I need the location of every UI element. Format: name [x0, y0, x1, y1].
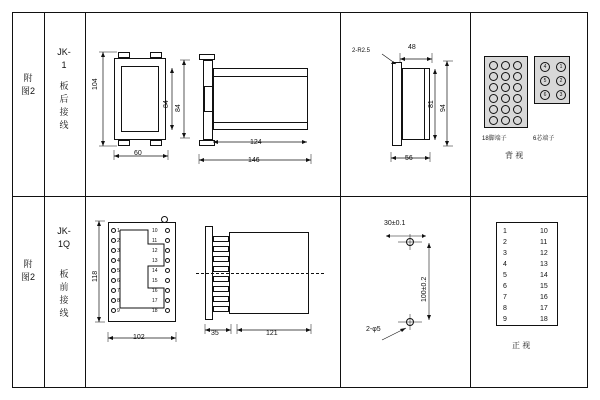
r2-lterm-2: [111, 238, 116, 243]
r2-side-fin-2: [213, 246, 229, 252]
r1-cutout-plate: [392, 62, 402, 146]
r2-panel-right-15: 15: [540, 283, 548, 290]
r2-lterm-5: [111, 268, 116, 273]
r2-rterm-14: [165, 268, 170, 273]
r2-side-centerline: [196, 273, 324, 274]
r2-rterm-label-15: 15: [152, 278, 158, 284]
r2-dim-102-text: 102: [133, 334, 145, 341]
r1-side-detail-1: [213, 76, 308, 77]
r1-dim-104: [95, 50, 119, 150]
r1-term-4: [489, 72, 498, 81]
r1-term-18: [513, 116, 522, 125]
r1-term-7: [489, 83, 498, 92]
r2-panel-right-10: 10: [540, 228, 548, 235]
r2-lterm-3: [111, 248, 116, 253]
r1-dim-56-text: 56: [405, 155, 413, 162]
r1-front-window: [121, 66, 159, 132]
r1-term-6: [513, 72, 522, 81]
r2-panel-right-16: 16: [540, 294, 548, 301]
r1-side-detail-2: [213, 122, 308, 123]
r1-front-lug-bl: [118, 140, 130, 146]
r2-rterm-label-10: 10: [152, 228, 158, 234]
row1-figure-label: 附图2: [21, 73, 36, 96]
row2-figure-label: 附图2: [21, 259, 36, 282]
r2-lterm-label-8: 8: [117, 298, 120, 304]
r2-lterm-label-4: 4: [117, 258, 120, 264]
r2-caption-frontview: 正 视: [512, 341, 531, 350]
r1-dim-104-text: 104: [92, 78, 99, 90]
r1-term6-label-6: 6: [543, 92, 547, 98]
r1-dim-81-text: 81: [428, 100, 435, 108]
r1-caption-18pin: 18脚端子: [482, 136, 507, 142]
r2-side-fin-1: [213, 236, 229, 242]
r1-term-10: [489, 94, 498, 103]
r2-panel-left-8: 8: [503, 305, 507, 312]
r2-panel-right-12: 12: [540, 250, 548, 257]
r1-term6-label-1: 1: [559, 64, 563, 70]
r1-dim-84b-text: 84: [175, 104, 182, 112]
r2-rterm-18: [165, 308, 170, 313]
r1-dim-60-text: 60: [134, 150, 142, 157]
r2-dim-121-text: 121: [266, 330, 278, 337]
r2-rterm-label-16: 16: [152, 288, 158, 294]
r1-term6-label-4: 4: [543, 64, 547, 70]
r2-rterm-label-14: 14: [152, 268, 158, 274]
r2-panel-left-4: 4: [503, 261, 507, 268]
r2-rterm-15: [165, 278, 170, 283]
r1-term-1: [489, 61, 498, 70]
r2-dim-35: [201, 322, 237, 336]
r2-dim-100-text: 100±0.2: [421, 276, 428, 302]
r2-dim-35-text: 35: [211, 330, 219, 337]
r2-dim-30-text: 30±0.1: [384, 220, 406, 227]
r1-term-15: [513, 105, 522, 114]
r1-term6-label-5: 5: [543, 78, 547, 84]
r1-front-lug-br: [150, 140, 162, 146]
r2-dim-118-text: 118: [92, 270, 99, 282]
r2-panel-right-18: 18: [540, 316, 548, 323]
r2-side-fin-5: [213, 276, 229, 282]
r1-term6-label-3: 3: [559, 92, 563, 98]
r2-lterm-label-5: 5: [117, 268, 120, 274]
r2-rterm-label-12: 12: [152, 248, 158, 254]
r2-panel-left-1: 1: [503, 228, 507, 235]
r1-dim-60: [110, 148, 174, 162]
r1-term-13: [489, 105, 498, 114]
r2-lterm-1: [111, 228, 116, 233]
r2-panel-right-13: 13: [540, 261, 548, 268]
r2-mount-hole-top: [161, 216, 168, 223]
r1-term6-label-2: 2: [559, 78, 563, 84]
r2-rterm-label-17: 17: [152, 298, 158, 304]
r1-dim-48: [398, 50, 438, 64]
r1-side-rear-step: [204, 86, 213, 112]
r2-lterm-8: [111, 298, 116, 303]
r1-term-5: [501, 72, 510, 81]
r2-lterm-label-3: 3: [117, 248, 120, 254]
grid-vline-3: [340, 12, 341, 388]
r2-panel-right-11: 11: [540, 239, 548, 246]
r2-lterm-label-7: 7: [117, 288, 120, 294]
r2-rterm-17: [165, 298, 170, 303]
r2-rterm-11: [165, 238, 170, 243]
r1-term-16: [489, 116, 498, 125]
r2-lterm-9: [111, 308, 116, 313]
r1-caption-rearview: 背 视: [505, 151, 524, 160]
grid-vline-2: [85, 12, 86, 388]
r2-side-fin-4: [213, 266, 229, 272]
r2-panel-right-14: 14: [540, 272, 548, 279]
r2-label-phi5: 2-φ5: [366, 326, 381, 333]
r1-front-lug-left: [118, 52, 130, 58]
r2-lterm-label-2: 2: [117, 238, 120, 244]
grid-vline-4: [470, 12, 471, 388]
r1-term-14: [501, 105, 510, 114]
r1-caption-6pin: 6芯端子: [533, 136, 555, 142]
r2-rterm-10: [165, 228, 170, 233]
r2-panel-right-17: 17: [540, 305, 548, 312]
r2-side-fin-7: [213, 296, 229, 302]
r2-rterm-12: [165, 248, 170, 253]
grid-vline-1: [44, 12, 45, 388]
r1-cutout-inner-line: [424, 68, 425, 140]
r2-lterm-4: [111, 258, 116, 263]
r1-term-8: [501, 83, 510, 92]
r1-dim-124-text: 124: [250, 139, 262, 146]
r1-dim-94-text: 94: [440, 104, 447, 112]
r1-term-11: [501, 94, 510, 103]
r2-side-fin-8: [213, 306, 229, 312]
r2-panel-left-7: 7: [503, 294, 507, 301]
r1-cutout-body: [402, 68, 430, 140]
r2-rterm-16: [165, 288, 170, 293]
r1-dim-146-text: 146: [248, 157, 260, 164]
r1-label-r25: 2-R2.5: [352, 48, 371, 54]
r1-front-lug-right: [150, 52, 162, 58]
r1-term-3: [513, 61, 522, 70]
row2-mount-label: 板前接线: [59, 269, 69, 318]
r1-side-lug-top: [199, 54, 215, 60]
r2-lterm-label-1: 1: [117, 228, 120, 234]
r2-dim-30: [384, 228, 432, 240]
r1-term-9: [513, 83, 522, 92]
r1-dim-84b: [176, 58, 192, 142]
r1-dim-84a-text: 84: [163, 100, 170, 108]
r2-side-fin-3: [213, 256, 229, 262]
r2-lterm-6: [111, 278, 116, 283]
row1-mount-label: 板后接线: [59, 81, 69, 130]
r2-panel-left-6: 6: [503, 283, 507, 290]
row2-model-label: JK-1Q: [57, 226, 71, 249]
grid-hline-1: [12, 196, 588, 197]
r1-term-17: [501, 116, 510, 125]
r2-panel-left-9: 9: [503, 316, 507, 323]
r2-side-fin-6: [213, 286, 229, 292]
r1-side-body: [213, 68, 308, 130]
r2-rterm-label-13: 13: [152, 258, 158, 264]
row1-model-label: JK-1: [57, 47, 71, 70]
r2-panel-left-2: 2: [503, 239, 507, 246]
r2-rterm-label-18: 18: [152, 308, 158, 314]
r2-rterm-label-11: 11: [152, 238, 158, 244]
r2-panel-left-3: 3: [503, 250, 507, 257]
r1-term-12: [513, 94, 522, 103]
r2-leader-phi5: [380, 326, 412, 344]
r2-lterm-label-9: 9: [117, 308, 120, 314]
r2-rterm-13: [165, 258, 170, 263]
r1-term-2: [501, 61, 510, 70]
r2-lterm-label-6: 6: [117, 278, 120, 284]
r2-panel-left-5: 5: [503, 272, 507, 279]
r2-lterm-7: [111, 288, 116, 293]
r1-dim-48-text: 48: [408, 44, 416, 51]
